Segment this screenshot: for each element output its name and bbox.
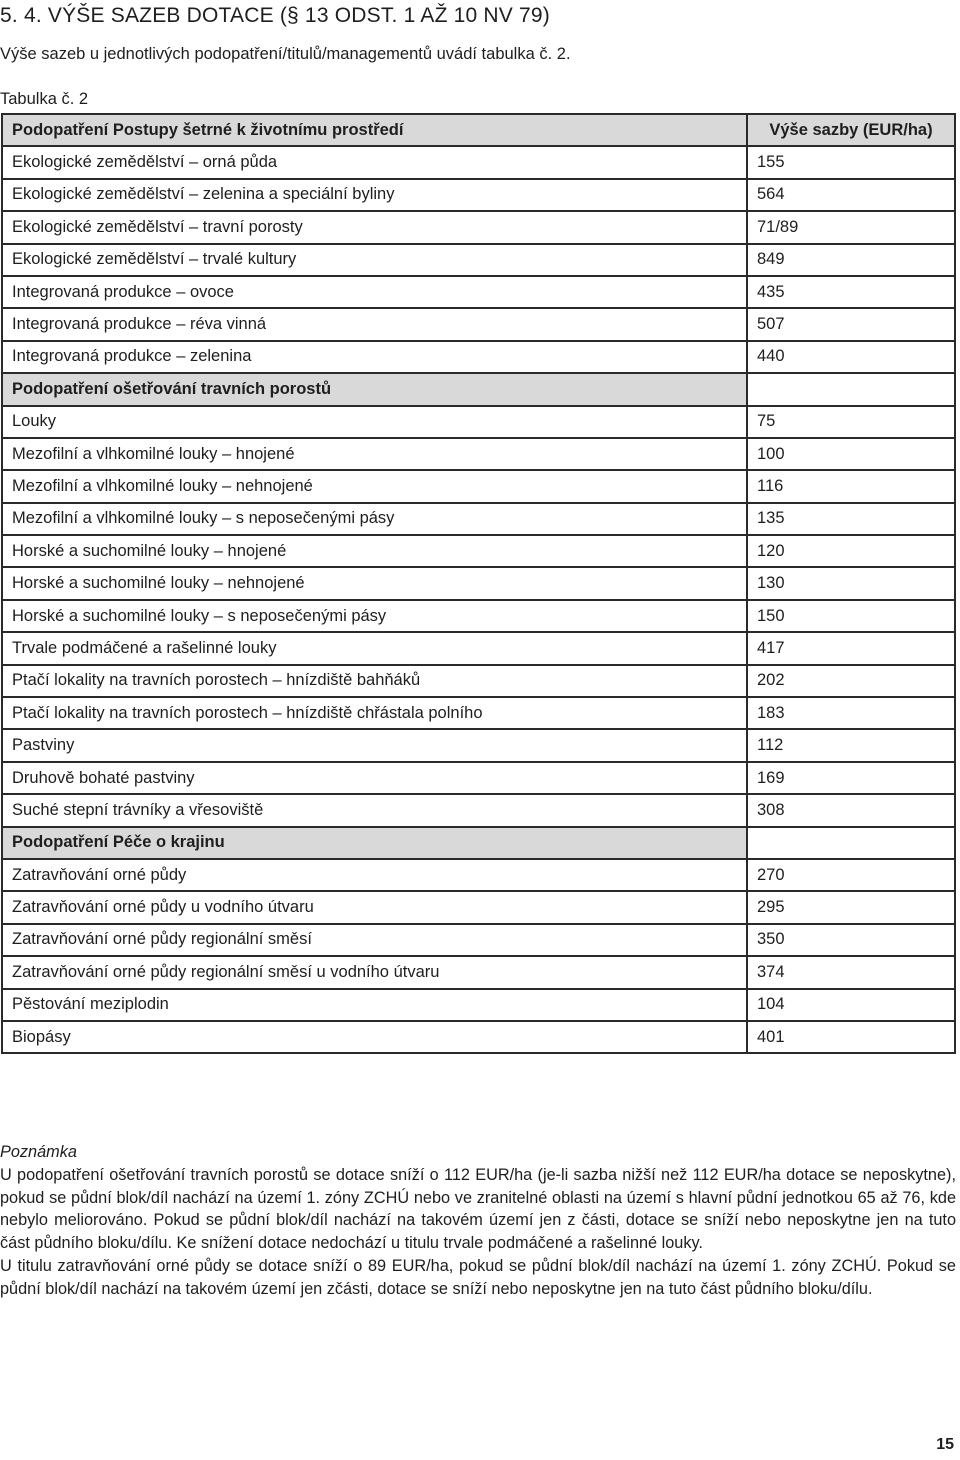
measure-cell: Ekologické zemědělství – orná půda — [2, 146, 747, 178]
table-row — [2, 956, 955, 988]
table-row — [2, 600, 955, 632]
measure-column-header: Podopatření Postupy šetrné k životnímu prostředí — [2, 114, 747, 146]
rate-cell: 507 — [747, 308, 955, 340]
rate-cell: 100 — [747, 438, 955, 470]
measure-cell: Pastviny — [2, 729, 747, 761]
rate-cell: 112 — [747, 729, 955, 761]
rate-cell: 849 — [747, 244, 955, 276]
rate-cell: 564 — [747, 179, 955, 211]
table-row — [2, 211, 955, 243]
measure-cell: Biopásy — [2, 1021, 747, 1053]
rate-cell: 120 — [747, 535, 955, 567]
table-header-row — [2, 114, 955, 146]
rate-cell: 374 — [747, 956, 955, 988]
table-row — [2, 665, 955, 697]
measure-cell: Ptačí lokality na travních porostech – hnízdiště chřástala polního — [2, 697, 747, 729]
rate-cell — [747, 827, 955, 859]
measure-cell: Ekologické zemědělství – zelenina a speciální byliny — [2, 179, 747, 211]
measure-cell: Mezofilní a vlhkomilné louky – nehnojené — [2, 470, 747, 502]
note-title: Poznámka — [0, 1143, 77, 1161]
rates-table — [1, 113, 956, 1054]
note-paragraph: U podopatření ošetřování travních porostů se dotace sníží o 112 EUR/ha (je-li sazba nižší než 112 EUR/ha dotace se neposkytne), pokud se půdní blok/díl nachází na území 1. zóny ZCHÚ nebo ve zranitelné oblasti na území s hlavní půdní jednotkou 65 až 76, kde nebylo meliorováno. Pokud se půdní blok/díl nachází na takovém území jen z části, dotace se sníží nebo neposkytne jen na tuto část půdního bloku/dílu. Ke snížení dotace nedochází u titulu trvale podmáčené a rašelinné louky. — [0, 1165, 956, 1253]
note-paragraph: U titulu zatravňování orné půdy se dotace sníží o 89 EUR/ha, pokud se půdní blok/díl nachází na území 1. zóny ZCHÚ. Pokud se půdní blok/díl nachází na takovém území jen zčásti, dotace se sníží nebo neposkytne jen na tuto část půdního bloku/dílu. — [0, 1256, 956, 1298]
table-row — [2, 924, 955, 956]
measure-cell: Integrovaná produkce – zelenina — [2, 341, 747, 373]
table-row — [2, 438, 955, 470]
measure-cell: Zatravňování orné půdy u vodního útvaru — [2, 891, 747, 923]
measure-cell: Integrovaná produkce – réva vinná — [2, 308, 747, 340]
rate-cell: 417 — [747, 632, 955, 664]
table-row — [2, 989, 955, 1021]
section-label: Podopatření ošetřování travních porostů — [2, 373, 747, 405]
measure-cell: Zatravňování orné půdy regionální směsí — [2, 924, 747, 956]
measure-cell: Suché stepní trávníky a vřesoviště — [2, 794, 747, 826]
rate-cell: 183 — [747, 697, 955, 729]
rate-cell — [747, 373, 955, 405]
table-row — [2, 891, 955, 923]
rate-cell: 435 — [747, 276, 955, 308]
rate-cell: 116 — [747, 470, 955, 502]
table-row — [2, 1021, 955, 1053]
rate-cell: 308 — [747, 794, 955, 826]
measure-cell: Ekologické zemědělství – trvalé kultury — [2, 244, 747, 276]
measure-cell: Ekologické zemědělství – travní porosty — [2, 211, 747, 243]
table-row — [2, 697, 955, 729]
rate-cell: 155 — [747, 146, 955, 178]
measure-cell: Integrovaná produkce – ovoce — [2, 276, 747, 308]
table-row — [2, 762, 955, 794]
rate-cell: 135 — [747, 503, 955, 535]
section-heading: 5. 4. VÝŠE SAZEB DOTACE (§ 13 ODST. 1 AŽ 10 NV 79) — [0, 4, 550, 27]
table-row — [2, 535, 955, 567]
measure-cell: Mezofilní a vlhkomilné louky – hnojené — [2, 438, 747, 470]
rate-cell: 169 — [747, 762, 955, 794]
table-body — [2, 146, 955, 1053]
rate-cell: 295 — [747, 891, 955, 923]
rate-cell: 75 — [747, 406, 955, 438]
measure-cell: Trvale podmáčené a rašelinné louky — [2, 632, 747, 664]
measure-cell: Horské a suchomilné louky – s neposečenými pásy — [2, 600, 747, 632]
table-row — [2, 244, 955, 276]
table-row — [2, 179, 955, 211]
rate-cell: 270 — [747, 859, 955, 891]
note-block — [0, 1141, 956, 1301]
table-row — [2, 341, 955, 373]
rate-cell: 401 — [747, 1021, 955, 1053]
table-row — [2, 470, 955, 502]
table-row — [2, 632, 955, 664]
section-row — [2, 827, 955, 859]
section-label: Podopatření Péče o krajinu — [2, 827, 747, 859]
measure-cell: Zatravňování orné půdy — [2, 859, 747, 891]
measure-cell: Ptačí lokality na travních porostech – hnízdiště bahňáků — [2, 665, 747, 697]
rate-cell: 350 — [747, 924, 955, 956]
intro-text: Výše sazeb u jednotlivých podopatření/titulů/managementů uvádí tabulka č. 2. — [0, 45, 571, 63]
rate-cell: 130 — [747, 567, 955, 599]
measure-cell: Druhově bohaté pastviny — [2, 762, 747, 794]
table-row — [2, 729, 955, 761]
measure-cell: Pěstování meziplodin — [2, 989, 747, 1021]
page-number: 15 — [936, 1436, 954, 1453]
table-caption: Tabulka č. 2 — [0, 90, 89, 108]
table-row — [2, 308, 955, 340]
table-row — [2, 503, 955, 535]
table-row — [2, 859, 955, 891]
measure-cell: Mezofilní a vlhkomilné louky – s neposečenými pásy — [2, 503, 747, 535]
rate-cell: 202 — [747, 665, 955, 697]
section-row — [2, 373, 955, 405]
rate-cell: 71/89 — [747, 211, 955, 243]
rate-cell: 150 — [747, 600, 955, 632]
table-row — [2, 567, 955, 599]
table-row — [2, 794, 955, 826]
measure-cell: Horské a suchomilné louky – nehnojené — [2, 567, 747, 599]
measure-cell: Zatravňování orné půdy regionální směsí u vodního útvaru — [2, 956, 747, 988]
rate-cell: 104 — [747, 989, 955, 1021]
rate-cell: 440 — [747, 341, 955, 373]
rate-column-header: Výše sazby (EUR/ha) — [747, 114, 955, 146]
measure-cell: Horské a suchomilné louky – hnojené — [2, 535, 747, 567]
table-row — [2, 146, 955, 178]
table-row — [2, 406, 955, 438]
measure-cell: Louky — [2, 406, 747, 438]
table-row — [2, 276, 955, 308]
